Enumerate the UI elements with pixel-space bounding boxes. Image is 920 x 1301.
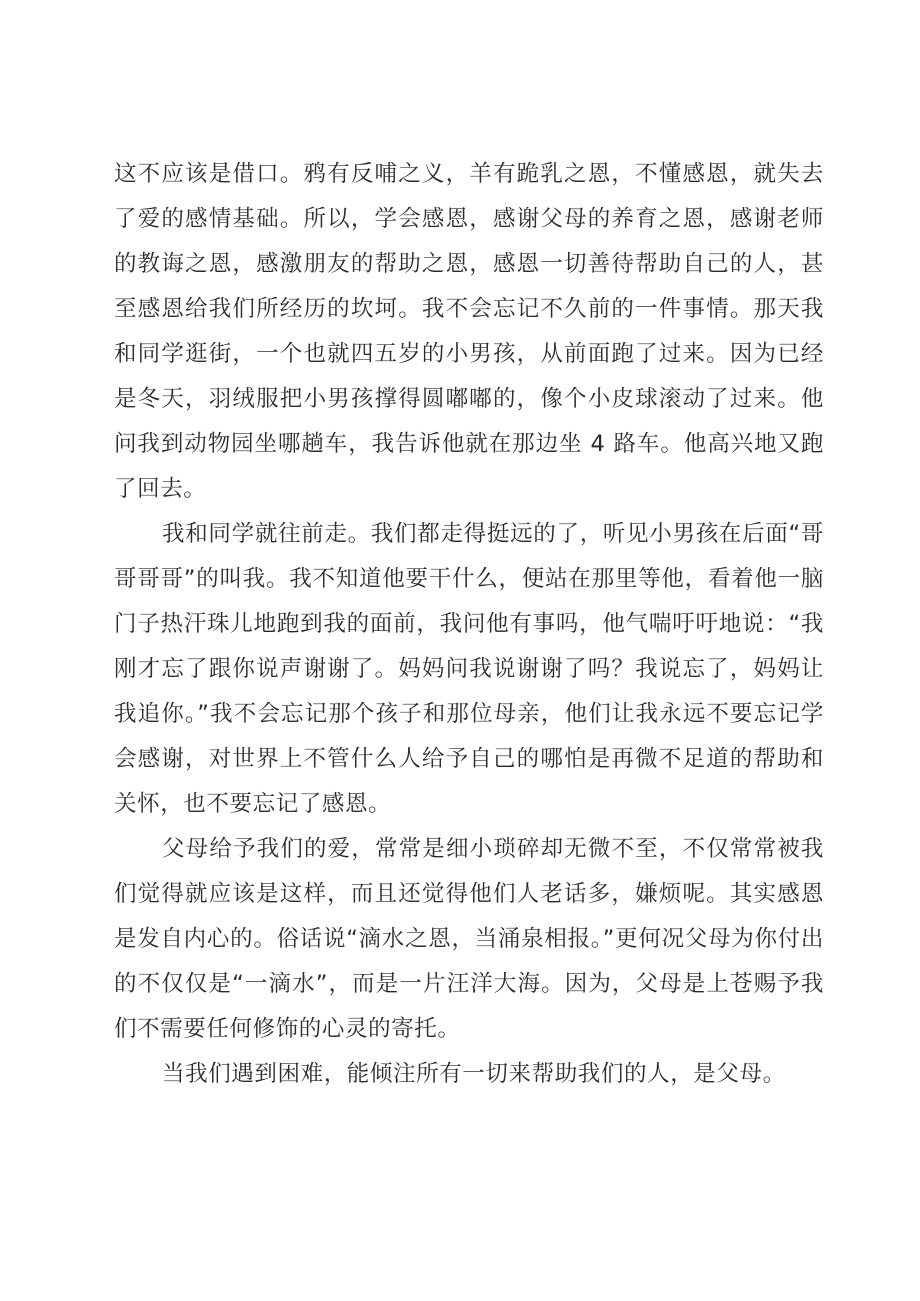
paragraph-1: 这不应该是借口。鸦有反哺之义，羊有跪乳之恩，不懂感恩，就失去了爱的感情基础。所以，学会感恩，感谢父母的养育之恩，感谢老师的教诲之恩，感激朋友的帮助之恩，感恩一切善待帮助自己的人，甚至感恩给我们所经历的坎坷。我不会忘记不久前的一件事情。那天我和同学逛街，一个也就四五岁的小男孩，从前面跑了过来。因为已经是冬天，羽绒服把小男孩撑得圆嘟嘟的，像个小皮球滚动了过来。他问我到动物园坐哪趟车，我告诉他就在那边坐 4 路车。他高兴地又跑了回去。 — [114, 161, 824, 502]
paragraph-4: 当我们遇到困难，能倾注所有一切来帮助我们的人，是父母。 — [162, 1061, 786, 1087]
paragraph-2: 我和同学就往前走。我们都走得挺远的了，听见小男孩在后面“哥哥哥哥”的叫我。我不知道他要干什么，便站在那里等他，看着他一脑门子热汗珠儿地跑到我的面前，我问他有事吗，他气喘吁吁地说：“我刚才忘了跟你说声谢谢了。妈妈问我说谢谢了吗？我说忘了，妈妈让我追你。”我不会忘记那个孩子和那位母亲，他们让我永远不要忘记学会感谢，对世界上不管什么人给予自己的哪怕是再微不足道的帮助和关怀，也不要忘记了感恩。 — [114, 521, 824, 817]
document-body — [114, 152, 824, 1097]
paragraph-3: 父母给予我们的爱，常常是细小琐碎却无微不至，不仅常常被我们觉得就应该是这样，而且还觉得他们人老话多，嫌烦呢。其实感恩是发自内心的。俗话说“滴水之恩，当涌泉相报。”更何况父母为你付出的不仅仅是“一滴水”，而是一片汪洋大海。因为，父母是上苍赐予我们不需要任何修饰的心灵的寄托。 — [114, 836, 824, 1042]
